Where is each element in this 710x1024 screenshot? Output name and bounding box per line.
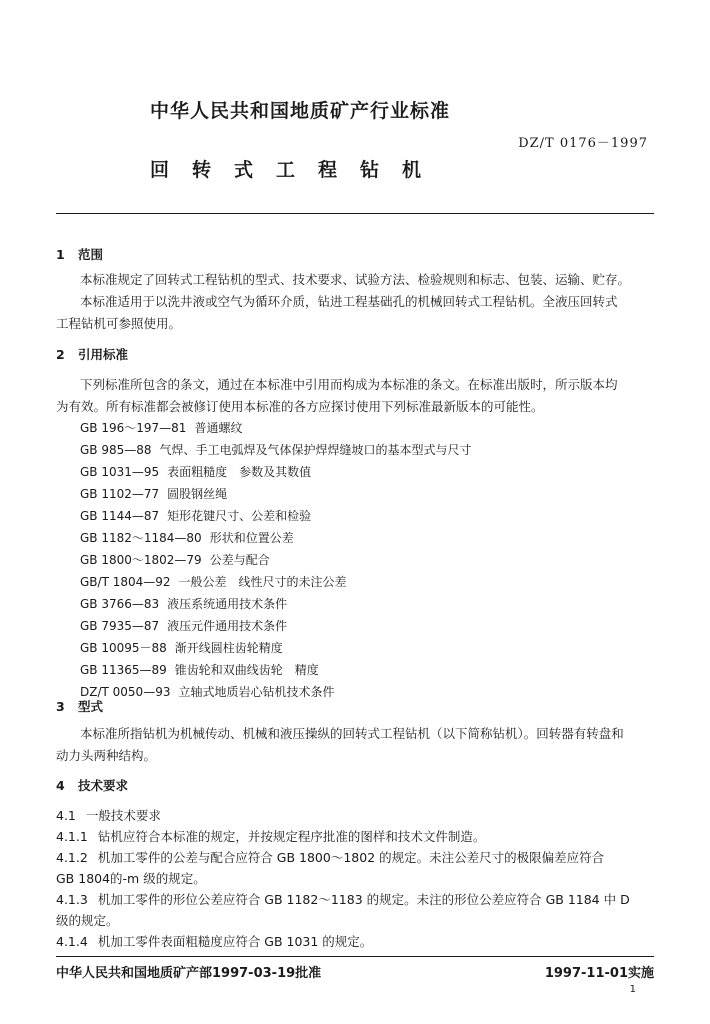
reference-item: GB 1800～1802—79 公差与配合 — [80, 553, 270, 567]
header-rule — [56, 213, 654, 214]
section-2-heading — [56, 345, 128, 363]
document-title: 回转式工程钻机 — [150, 159, 445, 181]
standard-code: DZ/T 0176－1997 — [518, 136, 648, 151]
section-2-intro-cont: 为有效。所有标准都会被修订使用本标准的各方应探讨使用下列标准最新版本的可能性。 — [56, 399, 544, 414]
clause-4-1-3: 4.1.3 机加工零件的形位公差应符合 GB 1182～1183 的规定。未注的形位公差应符合 GB 1184 中 D — [56, 892, 630, 907]
section-2-intro: 下列标准所包含的条文，通过在本标准中引用而构成为本标准的条文。在标准出版时，所示版本均 — [80, 377, 618, 392]
section-1-paragraph-2-cont: 工程钻机可参照使用。 — [56, 316, 182, 331]
section-number: 2 — [56, 347, 65, 362]
section-title: 引用标准 — [78, 347, 129, 362]
reference-item: GB 7935—87 液压元件通用技术条件 — [80, 619, 288, 633]
reference-item: GB 1144—87 矩形花键尺寸、公差和检验 — [80, 509, 312, 523]
section-title: 范围 — [78, 247, 104, 262]
footer-rule — [56, 956, 654, 957]
reference-item: GB 1031—95 表面粗糙度 参数及其数值 — [80, 465, 312, 479]
reference-item: GB 985—88 气焊、手工电弧焊及气体保护焊焊缝坡口的基本型式与尺寸 — [80, 443, 472, 457]
section-3-paragraph: 本标准所指钻机为机械传动、机械和液压操纵的回转式工程钻机（以下简称钻机）。回转器有转盘和 — [80, 726, 624, 741]
section-title: 技术要求 — [78, 778, 129, 793]
section-1-heading — [56, 245, 103, 263]
standard-body-title: 中华人民共和国地质矿产行业标准 — [150, 100, 451, 122]
section-1-paragraph-2: 本标准适用于以洗井液或空气为循环介质，钻进工程基础孔的机械回转式工程钻机。全液压回转式 — [80, 294, 618, 309]
section-title: 型式 — [78, 699, 104, 714]
section-1-paragraph-1: 本标准规定了回转式工程钻机的型式、技术要求、试验方法、检验规则和标志、包装、运输、贮存。 — [80, 272, 631, 287]
clause-4-1-4: 4.1.4 机加工零件表面粗糙度应符合 GB 1031 的规定。 — [56, 934, 373, 949]
reference-item: GB 10095－88 渐开线圆柱齿轮精度 — [80, 641, 283, 655]
section-3-paragraph-cont: 动力头两种结构。 — [56, 748, 157, 763]
section-number: 4 — [56, 778, 65, 793]
reference-item: DZ/T 0050—93 立轴式地质岩心钻机技术条件 — [80, 685, 335, 699]
reference-item: GB/T 1804—92 一般公差 线性尺寸的未注公差 — [80, 575, 347, 589]
reference-item: GB 196～197—81 普通螺纹 — [80, 421, 243, 435]
reference-item: GB 3766—83 液压系统通用技术条件 — [80, 597, 288, 611]
clause-4-1-1: 4.1.1 钻机应符合本标准的规定，并按规定程序批准的图样和技术文件制造。 — [56, 829, 486, 844]
clause-4-1-2: 4.1.2 机加工零件的公差与配合应符合 GB 1800～1802 的规定。未注公差尺寸的极限偏差应符合 — [56, 850, 605, 865]
section-4-heading — [56, 776, 128, 794]
section-number: 1 — [56, 247, 65, 262]
reference-item: GB 1102—77 圆股钢丝绳 — [80, 487, 228, 501]
page-number: 1 — [629, 984, 636, 995]
section-number: 3 — [56, 699, 65, 714]
reference-item: GB 1182～1184—80 形状和位置公差 — [80, 531, 294, 545]
clause-4-1-2-cont: GB 1804的-m 级的规定。 — [56, 871, 206, 886]
implementation-date: 1997-11-01实施 — [544, 966, 654, 981]
section-3-heading — [56, 697, 103, 715]
reference-item: GB 11365—89 锥齿轮和双曲线齿轮 精度 — [80, 663, 319, 677]
approval-line: 中华人民共和国地质矿产部1997-03-19批准 — [56, 966, 322, 981]
clause-4-1-3-cont: 级的规定。 — [56, 913, 119, 928]
clause-4-1: 4.1 一般技术要求 — [56, 808, 161, 823]
